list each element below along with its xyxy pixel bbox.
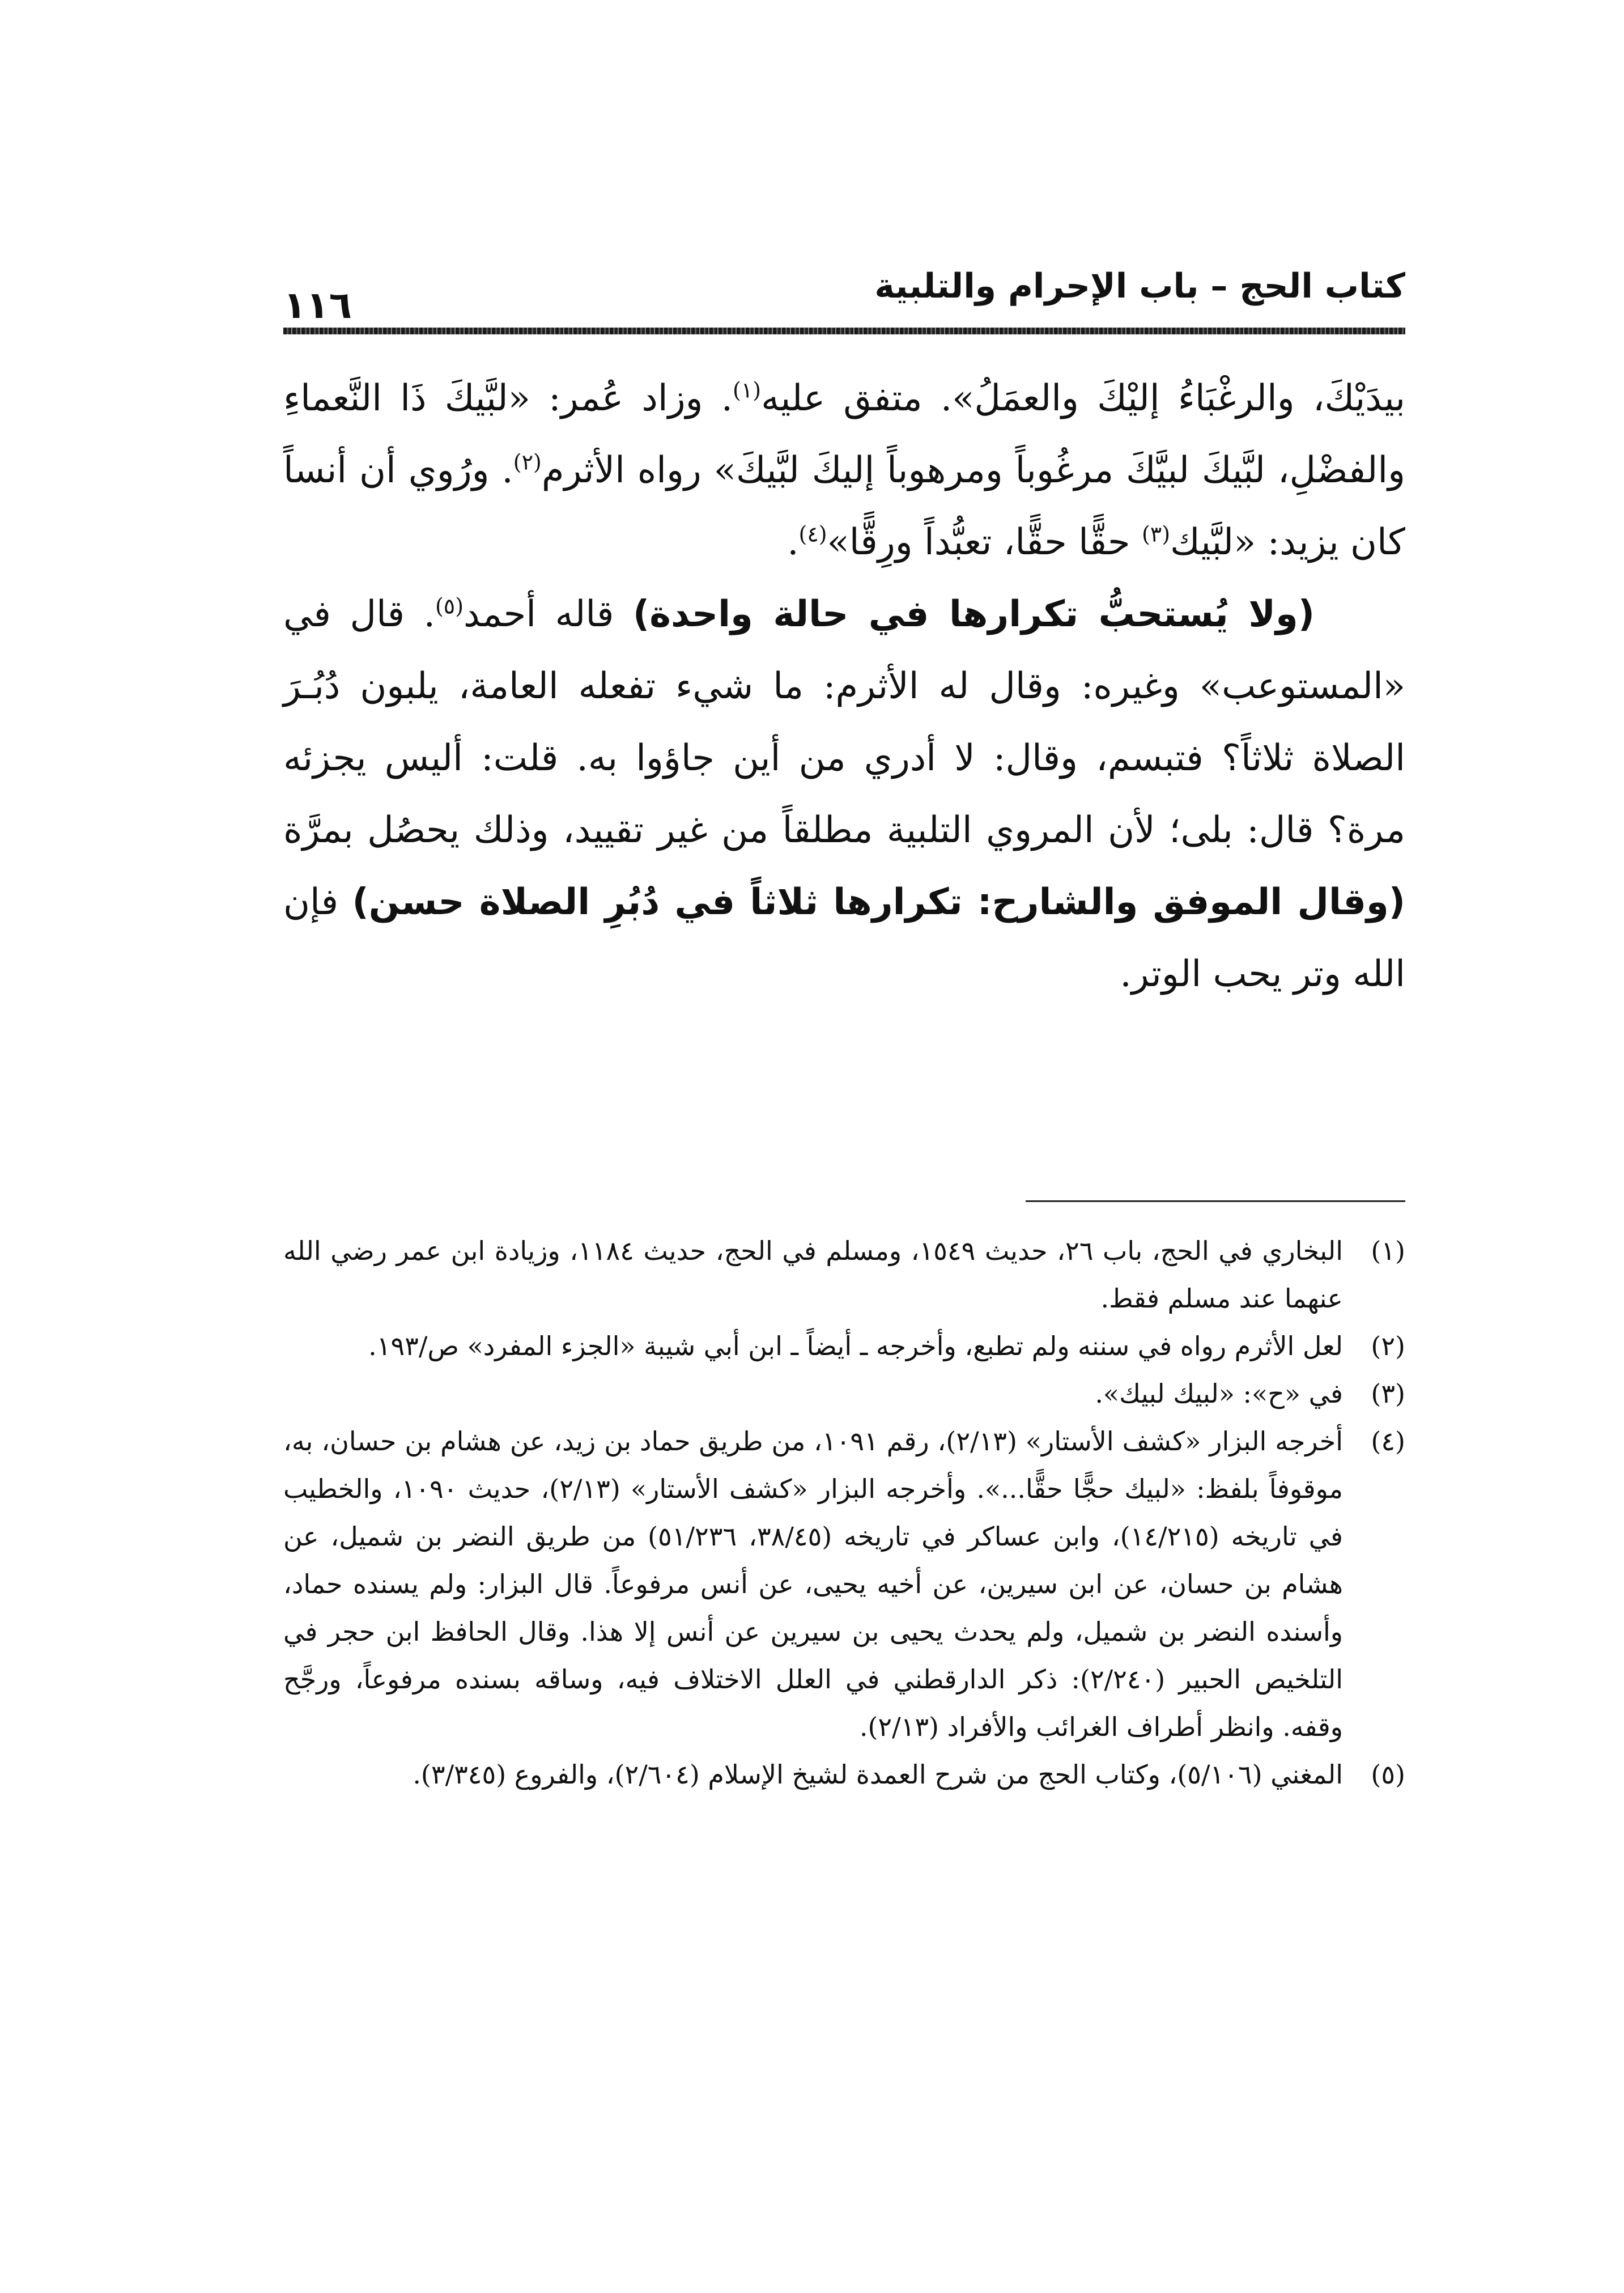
text-run: قاله أحمد: [464, 593, 633, 635]
footnote-number: (٢): [1371, 1331, 1405, 1361]
footnote-ref: (١): [733, 377, 762, 403]
footnote-item: [283, 1322, 1405, 1370]
text-run: . قال في «المستوعب» وغيره: وقال له الأثرم: ما شيء تفعله العامة، يلبون دُبُـرَ الصلاة ثلاثاً؟ فتبسم، وقال: لا أدري من أين جاؤوا به. قلت: أليس يجزئه مرة؟ قال: بلى؛ لأن المروي التلبية مطلقاً من غير تقييد، وذلك يحصُل بمرَّة: [283, 593, 1405, 851]
footnote-item: [283, 1417, 1405, 1751]
footnote-text: البخاري في الحج، باب ٢٦، حديث ١٥٤٩، ومسلم في الحج، حديث ١١٨٤، وزيادة ابن عمر رضي الله عنهما عند مسلم فقط.: [283, 1235, 1343, 1314]
footnote-text: في «ح»: «لبيك لبيك».: [1095, 1378, 1343, 1409]
footnote-item: [283, 1751, 1405, 1798]
page-number: ١١٦: [283, 283, 352, 327]
text-run: فإن الله وتر يحب الوتر.: [283, 881, 1405, 995]
page-header: [283, 261, 1405, 334]
footnote-text: أخرجه البزار «كشف الأستار» (٢/١٣)، رقم ١٠٩١، من طريق حماد بن زيد، عن هشام بن حسان، به، موقوفاً بلفظ: «لبيك حجًّا حقًّا...». وأخرجه البزار «كشف الأستار» (٢/١٣)، حديث ١٠٩٠، والخطيب في تاريخه (١٤/٢١٥)، وابن عساكر في تاريخه (٣٨/٤٥، ٥١/٢٣٦) من طريق النضر بن شميل، عن هشام بن حسان، عن ابن سيرين، عن أخيه يحيى، عن أنس مرفوعاً. قال البزار: ولم يسنده حماد، وأسنده النضر بن شميل، ولم يحدث يحيى بن سيرين عن أنس إلا هذا. وقال الحافظ ابن حجر في التلخيص الحبير (٢/٢٤٠): ذكر الدارقطني في العلل الاختلاف فيه، وساقه بسنده مرفوعاً، ورجَّح وقفه. وانظر أطراف الغرائب والأفراد (٢/١٣).: [283, 1426, 1344, 1742]
matn-bold-text: (وقال الموفق والشارح: تكرارها ثلاثاً في دُبُرِ الصلاة حسن): [352, 881, 1406, 923]
footnote-item: [283, 1227, 1405, 1322]
paragraph-2: [283, 579, 1405, 1010]
text-run: .: [787, 521, 799, 563]
footnote-text: لعل الأثرم رواه في سننه ولم تطبع، وأخرجه ـ أيضاً ـ ابن أبي شيبة «الجزء المفرد» ص/١٩٣.: [368, 1331, 1343, 1361]
footnote-ref: (٤): [798, 521, 827, 547]
footnote-number: (٤): [1371, 1426, 1405, 1457]
text-run: . وزاد عُمر: «لبَّيكَ ذَا النَّعماءِ والفضْلِ، لبَّيكَ لبيَّكَ مرغُوباً ومرهوباً إليكَ لبَّيكَ» رواه الأثرم: [283, 377, 1406, 491]
header-rule: [283, 328, 1405, 334]
footnote-number: (١): [1371, 1235, 1405, 1266]
footnote-number: (٥): [1371, 1759, 1405, 1790]
main-text: [283, 363, 1405, 1010]
matn-bold-text: (ولا يُستحبُّ تكرارها في حالة واحدة): [632, 593, 1315, 635]
footnote-ref: (٣): [1141, 521, 1171, 547]
footnotes: [283, 1227, 1405, 1798]
text-run: . ورُوي أن أنساً كان يزيد: «لبَّيك: [283, 449, 1405, 563]
footnote-separator: [1026, 1200, 1405, 1202]
paragraph-1: [283, 363, 1405, 579]
footnote-item: [283, 1370, 1405, 1417]
running-title: كتاب الحج – باب الإحرام والتلبية: [874, 266, 1405, 306]
text-run: بيدَيْكَ، والرغْبَاءُ إليْكَ والعمَلُ». متفق عليه: [761, 377, 1406, 419]
text-run: حقًّا حقًّا، تعبُّداً ورِقًّا»: [827, 521, 1142, 563]
footnote-number: (٣): [1371, 1378, 1405, 1409]
footnote-text: المغني (٥/١٠٦)، وكتاب الحج من شرح العمدة لشيخ الإسلام (٢/٦٠٤)، والفروع (٣/٣٤٥).: [413, 1759, 1343, 1790]
footnote-ref: (٢): [513, 449, 542, 475]
footnote-ref: (٥): [435, 593, 464, 619]
